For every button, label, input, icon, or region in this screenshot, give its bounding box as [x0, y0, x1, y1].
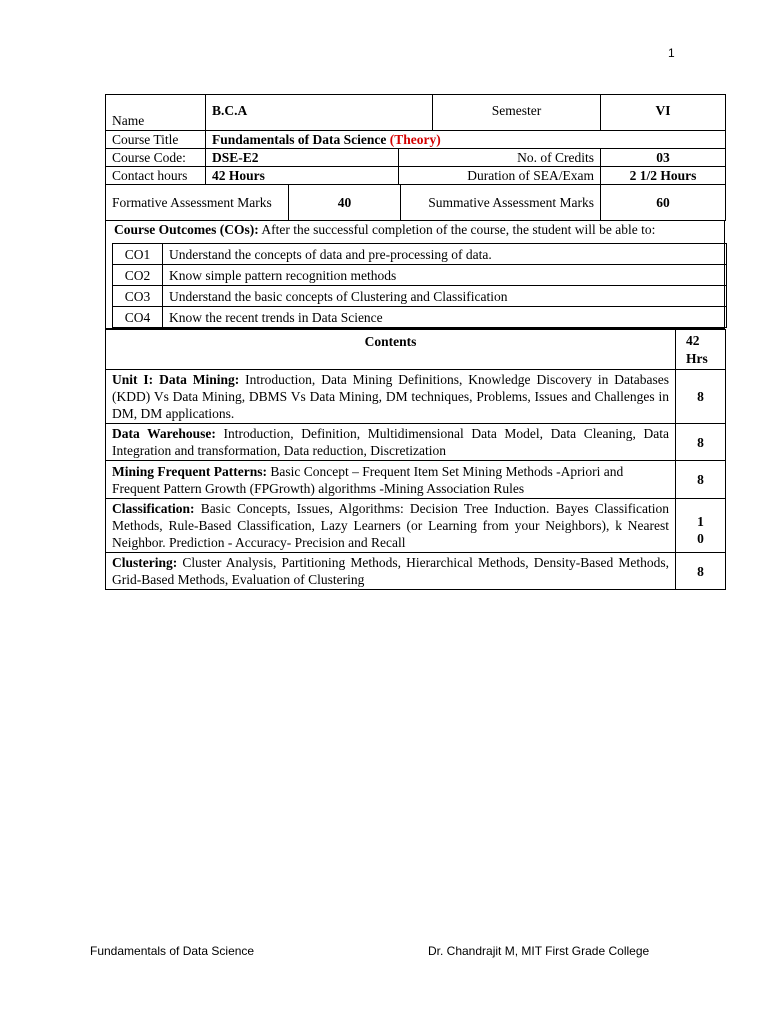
- name-label: Name: [106, 95, 206, 131]
- unit-description: [106, 461, 676, 499]
- unit-title: Classification:: [112, 501, 195, 516]
- contact-hours-label: Contact hours: [106, 167, 206, 185]
- unit-title: Unit I: Data Mining:: [112, 372, 240, 387]
- unit-hours: 8: [676, 370, 726, 424]
- co-code: CO4: [113, 307, 163, 328]
- semester-label: Semester: [433, 95, 601, 131]
- table-row: [106, 461, 726, 499]
- contents-header-row: [106, 330, 726, 370]
- unit-title: Clustering:: [112, 555, 178, 570]
- course-outcomes: [105, 221, 725, 329]
- unit-hours-line: 0: [697, 530, 704, 546]
- table-row: [113, 265, 727, 286]
- co-code: CO3: [113, 286, 163, 307]
- total-hours: [676, 330, 726, 370]
- co-code: CO2: [113, 265, 163, 286]
- unit-hours: 8: [676, 461, 726, 499]
- unit-hours-line: 1: [697, 513, 704, 529]
- table-row: [106, 370, 726, 424]
- course-title-cell: [206, 131, 726, 149]
- unit-text: Basic Concepts, Issues, Algorithms: Decision Tree Induction. Bayes Classification Methods, Rule-Based Classification, Lazy Learners (or Learning from your Neighbors), k Nearest Neighbor. Prediction - Accuracy- Precision and Recall: [112, 501, 669, 550]
- course-title-label: Course Title: [106, 131, 206, 149]
- syllabus-sheet: [105, 94, 725, 590]
- outcomes-heading: [112, 221, 724, 243]
- contents-table: [105, 329, 726, 590]
- unit-description: [106, 370, 676, 424]
- semester-value: VI: [601, 95, 726, 131]
- unit-description: [106, 553, 676, 590]
- table-row: [106, 424, 726, 461]
- course-code-label: Course Code:: [106, 149, 206, 167]
- summative-label: Summative Assessment Marks: [401, 185, 601, 221]
- unit-hours: 8: [676, 553, 726, 590]
- header-table-name: [105, 94, 726, 131]
- formative-label: Formative Assessment Marks: [106, 185, 289, 221]
- credits-label: No. of Credits: [399, 149, 601, 167]
- co-code: CO1: [113, 244, 163, 265]
- formative-value: 40: [289, 185, 401, 221]
- co-text: Understand the concepts of data and pre-processing of data.: [163, 244, 727, 265]
- unit-hours: [676, 499, 726, 553]
- unit-description: [106, 499, 676, 553]
- page-number: 1: [668, 46, 675, 60]
- co-text: Know the recent trends in Data Science: [163, 307, 727, 328]
- header-table-title: [105, 130, 726, 149]
- course-code-value: DSE-E2: [206, 149, 399, 167]
- duration-label: Duration of SEA/Exam: [399, 167, 601, 185]
- unit-text: Cluster Analysis, Partitioning Methods, Hierarchical Methods, Density-Based Methods, Grid-Based Methods, Evaluation of Clustering: [112, 555, 669, 587]
- outcomes-intro: After the successful completion of the course, the student will be able to:: [261, 222, 656, 237]
- contents-heading: Contents: [106, 330, 676, 370]
- unit-title: Data Warehouse:: [112, 426, 216, 441]
- table-row: [106, 553, 726, 590]
- unit-description: [106, 424, 676, 461]
- table-row: [113, 307, 727, 328]
- credits-value: 03: [601, 149, 726, 167]
- header-table-code: [105, 148, 726, 185]
- footer-left: Fundamentals of Data Science: [90, 944, 255, 958]
- name-value: B.C.A: [206, 95, 433, 131]
- total-hours-unit: Hrs: [686, 351, 708, 366]
- header-table-assessment: [105, 184, 726, 221]
- table-row: [113, 244, 727, 265]
- unit-text: Introduction, Data Mining Definitions, Knowledge Discovery in Databases (KDD) Vs Data Mining, DBMS Vs Data Mining, DM techniques, Problems, Issues and Challenges in DM, DM applications.: [112, 372, 669, 421]
- unit-hours: 8: [676, 424, 726, 461]
- unit-text: Basic Concept – Frequent Item Set Mining Methods -Apriori and Frequent Pattern Growth (FPGrowth) algorithms -Mining Association Rules: [112, 463, 624, 496]
- table-row: [113, 286, 727, 307]
- outcomes-table: [112, 243, 727, 328]
- summative-value: 60: [601, 185, 726, 221]
- contact-hours-value: 42 Hours: [206, 167, 399, 185]
- course-title-suffix: (Theory): [389, 132, 441, 147]
- table-row: [106, 499, 726, 553]
- unit-text: Introduction, Definition, Multidimensional Data Model, Data Cleaning, Data Integration and transformation, Data reduction, Discretization: [112, 426, 669, 458]
- footer-right: Dr. Chandrajit M, MIT First Grade College: [428, 944, 650, 958]
- co-text: Understand the basic concepts of Clustering and Classification: [163, 286, 727, 307]
- duration-value: 2 1/2 Hours: [601, 167, 726, 185]
- co-text: Know simple pattern recognition methods: [163, 265, 727, 286]
- course-title-value: Fundamentals of Data Science: [212, 132, 387, 147]
- unit-title: Mining Frequent Patterns:: [112, 463, 267, 479]
- total-hours-value: 42: [686, 333, 700, 348]
- outcomes-title: Course Outcomes (COs):: [114, 222, 259, 237]
